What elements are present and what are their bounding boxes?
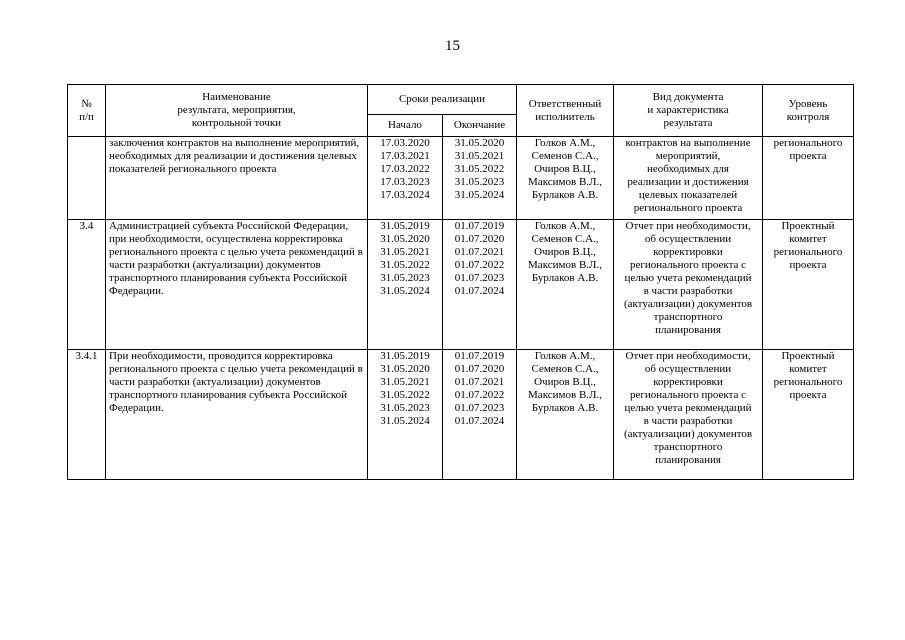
text-line: п/п [79,110,94,123]
text-line: 17.03.2020 [380,137,430,149]
text-line: и характеристика [647,104,729,116]
text-line: необходимых для [647,163,729,175]
text-line: регионального проекта с [629,389,747,401]
text-line: 01.07.2023 [454,402,505,414]
header-end: Окончание [443,115,517,137]
row-document [614,137,763,220]
text-line: целевых показателей [638,189,738,201]
text-line: результата, мероприятия, [177,104,296,116]
text-line: проекта [789,150,827,162]
text-line: корректировки [653,246,723,258]
text-line: 01.07.2021 [454,376,505,388]
text-line: Очиров В.Ц., [534,376,596,388]
text-line: регионального проекта с [629,259,747,271]
text-line: Максимов В.Л., [528,389,602,401]
text-line: контроля [786,110,830,123]
row-number: 3.4.1 [68,350,106,480]
text-line: 31.05.2023 [380,402,430,414]
text-line: 17.03.2023 [380,176,430,188]
row-responsible [517,220,614,350]
text-line: проекта [789,259,827,271]
row-responsible [517,137,614,220]
text-line: № [81,97,92,110]
text-line: целью учета рекомендаций [624,272,752,284]
text-line: в части разработки [643,285,733,297]
text-line: 31.05.2023 [454,176,505,188]
row-document [614,220,763,350]
project-table [67,84,854,480]
text-line: 31.05.2022 [454,163,505,175]
text-line: Наименование [202,91,271,103]
row-name: Администрацией субъекта Российской Федерации, при необходимости, осуществлена корректировка регионального проекта с целью учета рекомендаций в части разработки (актуализации) документов транспортного планирования субъекта Российской Федерации. [106,220,368,350]
row-start-dates [368,350,443,480]
text-line: 01.07.2022 [454,259,505,271]
text-line: Вид документа [652,91,724,103]
text-line: 01.07.2024 [454,285,505,297]
text-line: 31.05.2020 [380,363,430,375]
text-line: в части разработки [643,415,733,427]
text-line: 31.05.2024 [454,189,505,201]
text-line: корректировки [653,376,723,388]
text-line: Семенов С.А., [531,233,599,245]
text-line: Очиров В.Ц., [534,163,596,175]
text-line: 17.03.2024 [380,189,430,201]
text-line: Отчет при необходимости, [625,350,751,362]
row-number [68,137,106,220]
header-name [106,85,368,137]
row-start-dates [368,220,443,350]
text-line: контрольной точки [191,117,282,129]
text-line: 31.05.2022 [380,259,430,271]
text-line: 31.05.2021 [454,150,505,162]
text-line: контрактов на выполнение [625,137,751,149]
text-line: целью учета рекомендаций [624,402,752,414]
row-start-dates [368,137,443,220]
text-line: Бурлаков А.В. [531,272,599,284]
row-end-dates [443,350,517,480]
text-line: Уровень [788,97,828,110]
text-line: транспортного [653,311,723,323]
text-line: Голков А.М., [534,350,596,362]
text-line: 01.07.2019 [454,220,505,232]
text-line: регионального [773,376,843,388]
text-line: 31.05.2021 [380,376,430,388]
header-start: Начало [368,115,443,137]
text-line: об осуществлении [644,233,732,245]
text-line: Очиров В.Ц., [534,246,596,258]
text-line: 31.05.2022 [380,389,430,401]
text-line: 31.05.2023 [380,272,430,284]
text-line: результата [663,117,713,129]
header-terms: Сроки реализации [368,85,517,115]
text-line: Бурлаков А.В. [531,402,599,414]
text-line: проекта [789,389,827,401]
row-number: 3.4 [68,220,106,350]
header-num [68,85,106,137]
text-line: Голков А.М., [534,220,596,232]
row-name: заключения контрактов на выполнение мероприятий, необходимых для реализации и достижения целевых показателей регионального проекта [106,137,368,220]
text-line: 17.03.2021 [380,150,430,162]
text-line: 31.05.2020 [454,137,505,149]
text-line: 01.07.2022 [454,389,505,401]
text-line: комитет [789,363,827,375]
text-line: 01.07.2020 [454,363,505,375]
text-line: 31.05.2024 [380,415,430,427]
table-row [68,350,854,480]
text-line: Голков А.М., [534,137,596,149]
table-row [68,220,854,350]
table-row [68,137,854,220]
row-document [614,350,763,480]
text-line: 17.03.2022 [380,163,430,175]
text-line: 01.07.2019 [454,350,505,362]
header-doc [614,85,763,137]
text-line: 31.05.2021 [380,246,430,258]
text-line: планирования [655,454,721,466]
row-level [763,220,854,350]
text-line: 01.07.2020 [454,233,505,245]
text-line: (актуализации) документов [623,298,753,310]
text-line: (актуализации) документов [623,428,753,440]
text-line: регионального [773,246,843,258]
header-level [763,85,854,137]
text-line: планирования [655,324,721,336]
text-line: 31.05.2019 [380,350,430,362]
text-line: регионального [773,137,843,149]
text-line: Семенов С.А., [531,150,599,162]
row-end-dates [443,220,517,350]
text-line: 31.05.2020 [380,233,430,245]
text-line: мероприятий, [655,150,721,162]
text-line: 01.07.2021 [454,246,505,258]
text-line: исполнитель [535,110,595,123]
page-number: 15 [445,38,460,54]
text-line: Семенов С.А., [531,363,599,375]
text-line: комитет [789,233,827,245]
text-line: Бурлаков А.В. [531,189,599,201]
text-line: регионального проекта [633,202,743,214]
text-line: об осуществлении [644,363,732,375]
row-end-dates [443,137,517,220]
header-responsible [517,85,614,137]
text-line: Максимов В.Л., [528,176,602,188]
text-line: реализации и достижения [627,176,749,188]
text-line: 31.05.2024 [380,285,430,297]
text-line: 01.07.2024 [454,415,505,427]
text-line: Проектный [781,220,835,232]
row-name: При необходимости, проводится корректировка регионального проекта с целью учета рекомендаций в части разработки (актуализации) документов транспортного планирования субъекта Российской Федерации. [106,350,368,480]
row-responsible [517,350,614,480]
row-level [763,137,854,220]
text-line: Ответственный [528,97,602,110]
text-line: 31.05.2019 [380,220,430,232]
text-line: транспортного [653,441,723,453]
text-line: Проектный [781,350,835,362]
text-line: 01.07.2023 [454,272,505,284]
text-line: Максимов В.Л., [528,259,602,271]
text-line: Отчет при необходимости, [625,220,751,232]
row-level [763,350,854,480]
